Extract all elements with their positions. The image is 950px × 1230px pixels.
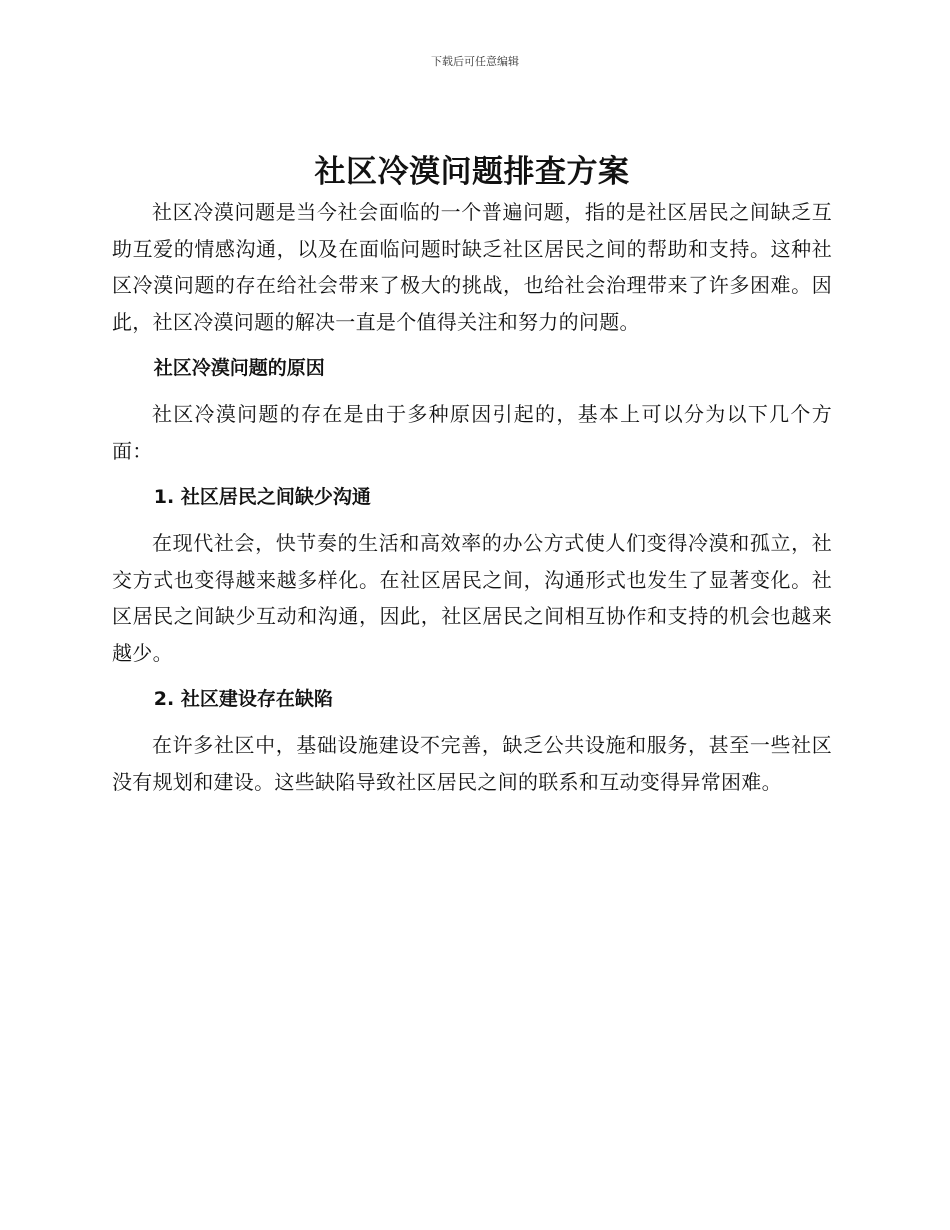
cause-2-paragraph: 在许多社区中，基础设施建设不完善，缺乏公共设施和服务，甚至一些社区没有规划和建设。这些缺陷导致社区居民之间的联系和互动变得异常困难。: [112, 733, 832, 794]
intro-paragraph: 社区冷漠问题是当今社会面临的一个普遍问题，指的是社区居民之间缺乏互助互爱的情感沟通，以及在面临问题时缺乏社区居民之间的帮助和支持。这种社区冷漠问题的存在给社会带来了极大的挑战，也给社会治理带来了许多困难。因此，社区冷漠问题的解决一直是个值得关注和努力的问题。: [112, 200, 832, 334]
header-note: 下载后可任意编辑: [431, 55, 519, 68]
document-body: [112, 150, 832, 800]
cause-1-paragraph: 在现代社会，快节奏的生活和高效率的办公方式使人们变得冷漠和孤立，社交方式也变得越来越多样化。在社区居民之间，沟通形式也发生了显著变化。社区居民之间缺少互动和沟通，因此，社区居民之间相互协作和支持的机会也越来越少。: [112, 531, 832, 665]
document-title: 社区冷漠问题排查方案: [314, 154, 630, 190]
subheading-cause-2: 2. 社区建设存在缺陷: [153, 688, 333, 710]
subheading-cause-1: 1. 社区居民之间缺少沟通: [153, 486, 371, 508]
causes-intro-paragraph: 社区冷漠问题的存在是由于多种原因引起的，基本上可以分为以下几个方面：: [112, 402, 832, 463]
section-heading-causes: 社区冷漠问题的原因: [153, 357, 325, 379]
